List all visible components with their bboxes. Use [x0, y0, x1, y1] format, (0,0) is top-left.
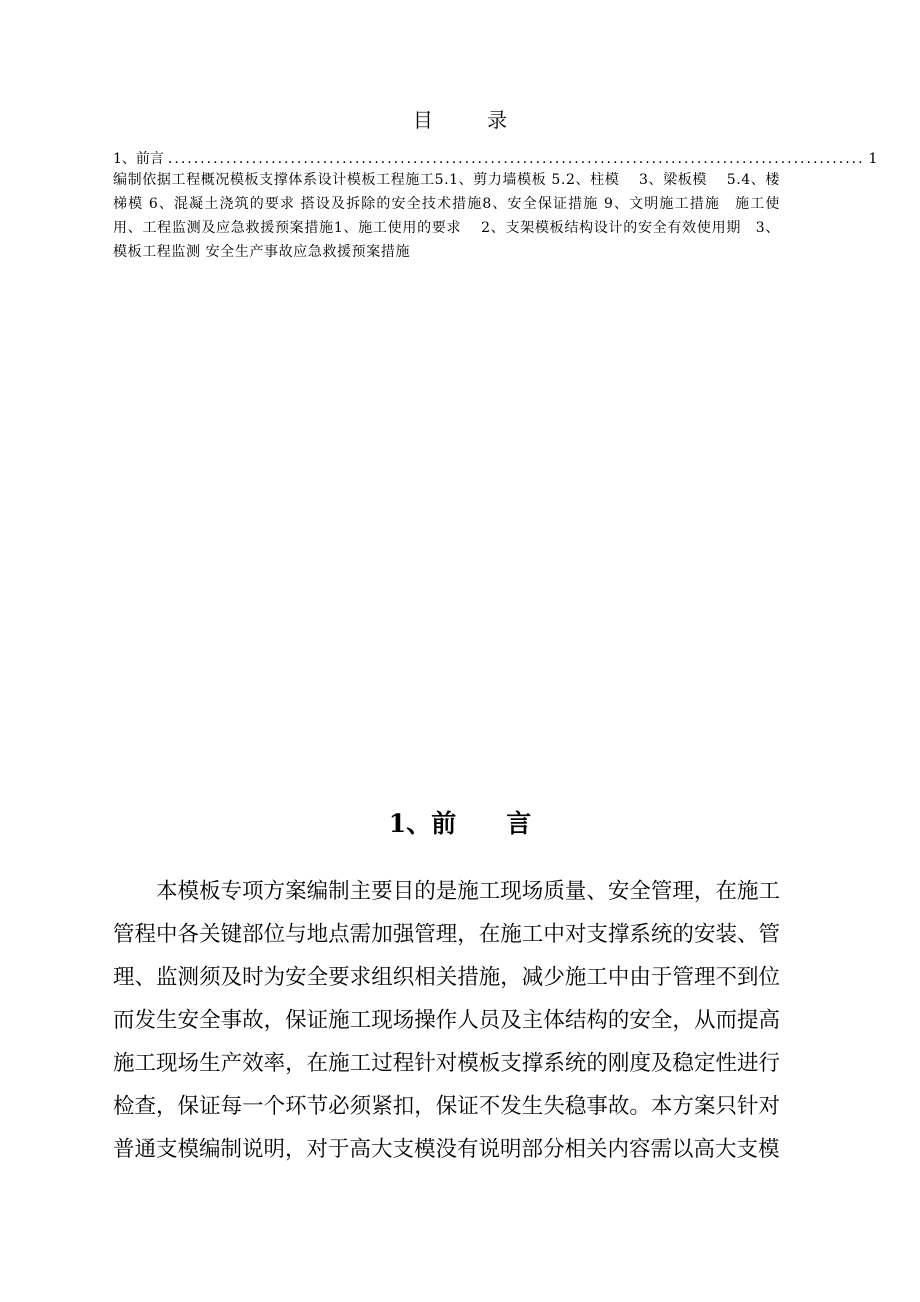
preface-paragraph: 本模板专项方案编制主要目的是施工现场质量、安全管理，在施工管程中各关键部位与地点需加强管理，在施工中对支撑系统的安装、管理、监测须及时为安全要求组织相关措施，减少施工中由于管理不到位而发生安全事故，保证施工现场操作人员及主体结构的安全，从而提高施工现场生产效率，在施工过程针对模板支撑系统的刚度及稳定性进行检查，保证每一个环节必须紧扣，保证不发生失稳事故。本方案只针对普通支模编制说明，对于高大支模没有说明部分相关内容需以高大支模: [113, 879, 780, 1162]
toc-entry-number: 1、前: [113, 151, 150, 167]
toc-entry-page: 1: [868, 151, 878, 167]
section-heading-preface: 1、前 言: [388, 809, 532, 838]
toc-entry-title: 言: [149, 151, 164, 167]
toc-dot-leader: ............................................................................................................: [167, 151, 865, 167]
toc-entry-preface[interactable]: [113, 148, 878, 170]
toc-heading: 目 录: [412, 108, 532, 132]
toc-entries-text: 编制依据工程概况模板支撑体系设计模板工程施工5.1、剪力墙模板 5.2、柱模 3、梁板模 5.4、楼梯模 6、混凝土浇筑的要求 搭设及拆除的安全技术措施8、安全保证措施 9、文明施工措施 施工使用、工程监测及应急救援预案措施1、施工使用的要求 2、支架模板结构设计的安全有效使用期 3、模板工程监测 安全生产事故应急救援预案措施: [113, 172, 780, 260]
